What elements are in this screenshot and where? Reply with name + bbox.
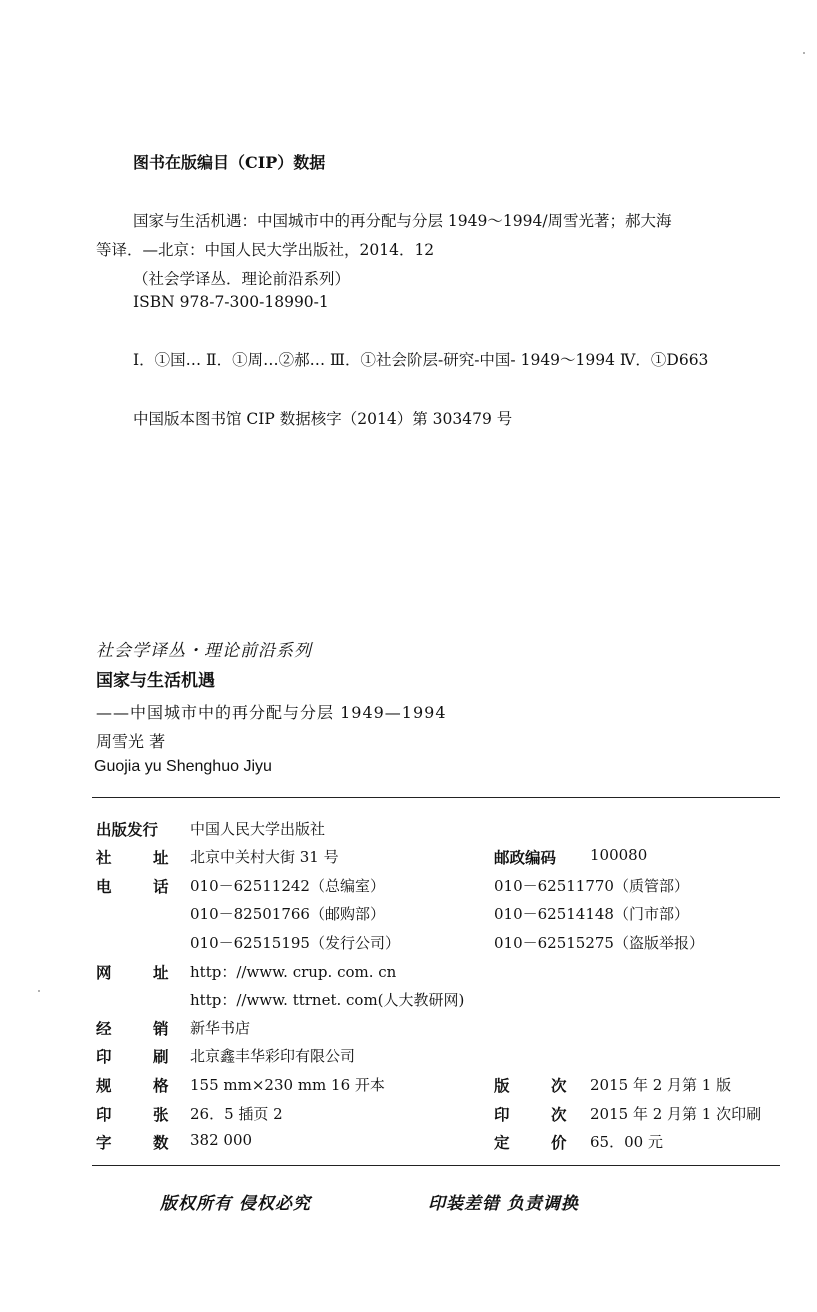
printing-value: 2015 年 2 月第 1 次印刷 (590, 1105, 762, 1123)
cip-line-3: （社会学译丛．理论前沿系列） (133, 270, 351, 288)
printer-label-char-1: 印 (96, 1047, 112, 1066)
phone-left-2: 010－82501766（邮购部） (190, 905, 385, 923)
phone-right-2: 010－62514148（门市部） (494, 905, 689, 923)
edition-label-char-2: 次 (551, 1076, 567, 1095)
printer-value: 北京鑫丰华彩印有限公司 (190, 1047, 356, 1065)
phone-right-3: 010－62515275（盗版举报） (494, 934, 704, 952)
cip-line-1: 国家与生活机遇：中国城市中的再分配与分层 1949～1994/周雪光著；郝大海 (133, 212, 672, 230)
phone-label-char-2: 话 (153, 877, 169, 896)
price-label-char-2: 价 (551, 1133, 567, 1152)
scan-speck (803, 52, 805, 54)
sheets-label-char-2: 张 (153, 1105, 169, 1124)
web-label-char-1: 网 (96, 963, 112, 982)
publisher-label: 出版发行 (96, 820, 159, 839)
distributor-label-char-2: 销 (153, 1019, 169, 1038)
copyright-notice: 版权所有 侵权必究 (160, 1194, 311, 1214)
phone-label-char-1: 电 (96, 877, 112, 896)
edition-label-char-1: 版 (494, 1076, 510, 1095)
book-author: 周雪光 著 (96, 732, 166, 751)
book-subtitle: ——中国城市中的再分配与分层 1949—1994 (96, 703, 447, 722)
cip-line-2: 等译．—北京：中国人民大学出版社，2014．12 (96, 241, 435, 259)
printer-label-char-2: 刷 (153, 1047, 169, 1066)
cip-record-number: 中国版本图书馆 CIP 数据核字（2014）第 303479 号 (133, 410, 513, 428)
series-title: 社会学译丛・理论前沿系列 (96, 641, 312, 661)
cip-heading: 图书在版编目（CIP）数据 (133, 153, 326, 172)
word-count-label-char-2: 数 (153, 1133, 169, 1152)
book-title: 国家与生活机遇 (96, 671, 215, 691)
website-2: http：//www. ttrnet. com(人大教研网) (190, 991, 465, 1009)
sheets-label-char-1: 印 (96, 1105, 112, 1124)
spec-label-char-1: 规 (96, 1076, 112, 1095)
cip-isbn: ISBN 978-7-300-18990-1 (133, 293, 329, 311)
bottom-rule (92, 1165, 780, 1166)
spec-value: 155 mm×230 mm 16 开本 (190, 1076, 385, 1094)
postcode-label: 邮政编码 (494, 848, 557, 867)
printing-label-char-1: 印 (494, 1105, 510, 1124)
word-count-value: 382 000 (190, 1131, 253, 1149)
postcode-value: 100080 (590, 846, 648, 864)
distributor-label-char-1: 经 (96, 1019, 112, 1038)
replacement-notice: 印装差错 负责调换 (428, 1194, 579, 1214)
phone-left-1: 010－62511242（总编室） (190, 877, 385, 895)
phone-left-3: 010－62515195（发行公司） (190, 934, 400, 952)
address-label-char-1: 社 (96, 848, 112, 867)
price-value: 65．00 元 (590, 1133, 663, 1151)
web-label-char-2: 址 (153, 963, 169, 982)
address-label-char-2: 址 (153, 848, 169, 867)
phone-right-1: 010－62511770（质管部） (494, 877, 689, 895)
sheets-value: 26．5 插页 2 (190, 1105, 283, 1123)
printing-label-char-2: 次 (551, 1105, 567, 1124)
publisher-value: 中国人民大学出版社 (190, 820, 326, 838)
distributor-value: 新华书店 (190, 1019, 251, 1037)
website-1: http：//www. crup. com. cn (190, 963, 397, 981)
word-count-label-char-1: 字 (96, 1133, 112, 1152)
book-pinyin-title: Guojia yu Shenghuo Jiyu (94, 758, 272, 775)
address-value: 北京中关村大街 31 号 (190, 848, 339, 866)
spec-label-char-2: 格 (153, 1076, 169, 1095)
cip-classification: Ⅰ．①国… Ⅱ．①周…②郝… Ⅲ．①社会阶层-研究-中国- 1949～1994 Ⅳ．①D663 (133, 351, 709, 369)
edition-value: 2015 年 2 月第 1 版 (590, 1076, 732, 1094)
price-label-char-1: 定 (494, 1133, 510, 1152)
top-rule (92, 797, 780, 798)
scan-speck (38, 990, 40, 992)
